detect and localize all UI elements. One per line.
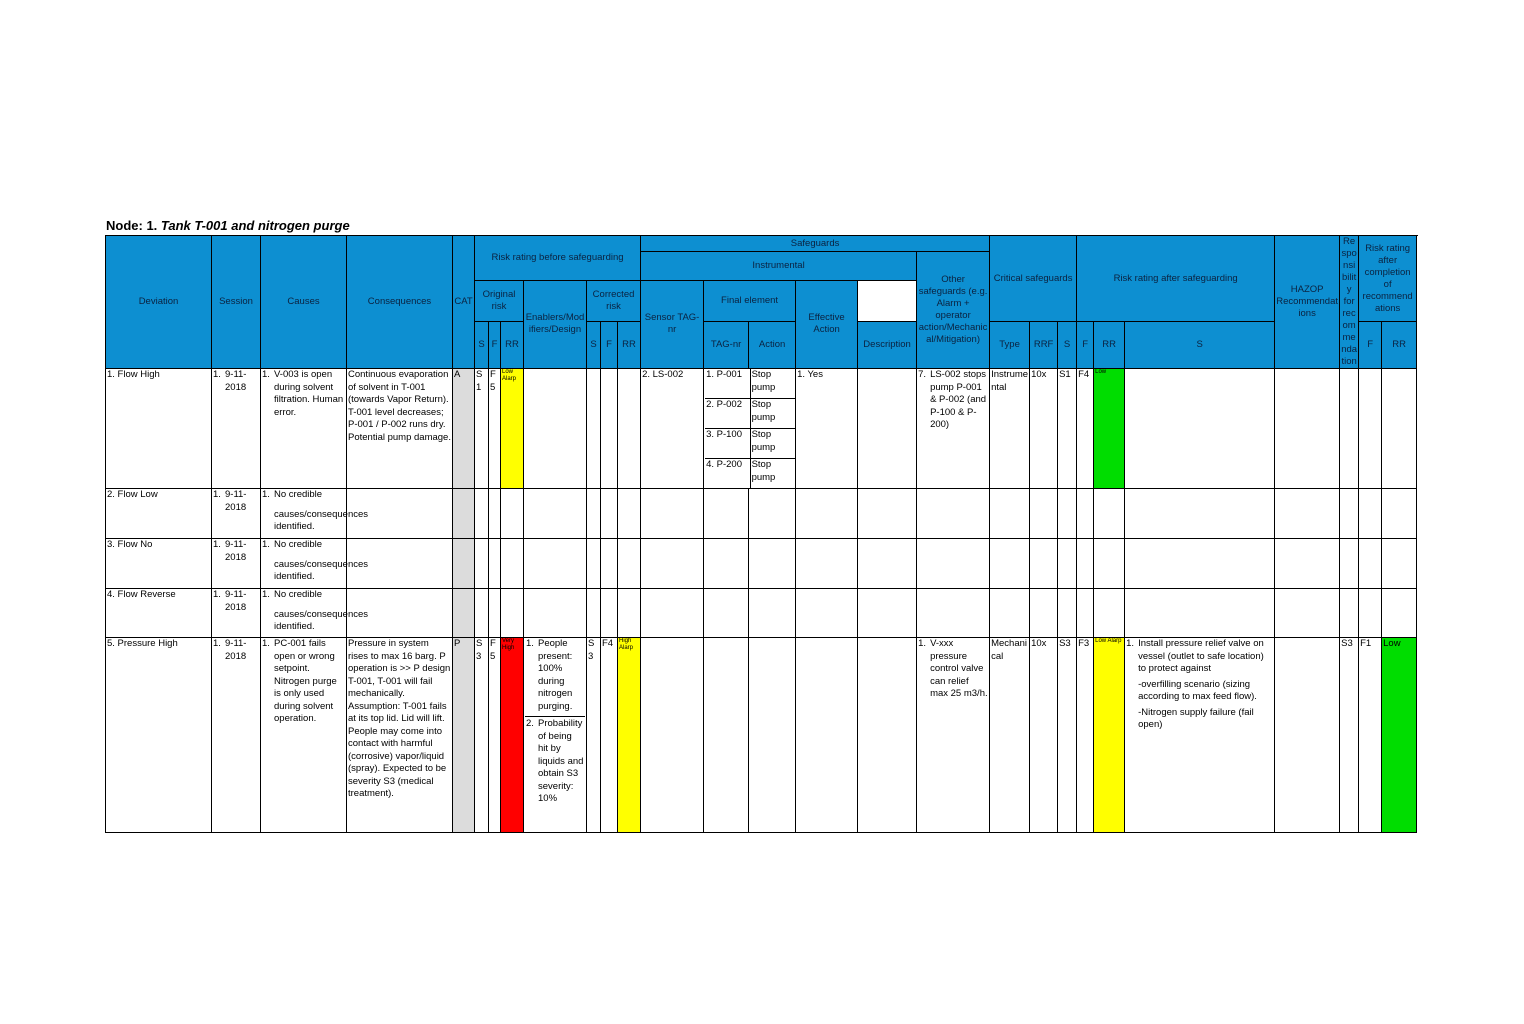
header-after-rr: RR	[1094, 322, 1125, 369]
final-rr-cell: Low	[1382, 638, 1417, 833]
header-corrected-risk: Corrected risk	[587, 280, 641, 322]
effective-action-cell: 1. Yes	[796, 369, 858, 489]
session-cell: 1. 9-11-2018	[212, 369, 261, 489]
table-row	[106, 589, 1417, 638]
responsibility-cell	[1275, 638, 1340, 833]
consequence-cell: Continuous evaporation of solvent in T-001 (towards Vapor Return). T-001 level decreases; P-001 / P-002 runs dry. Potential pump damage.	[347, 369, 453, 489]
recommendation-cell: 1. Install pressure relief valve on vessel (outlet to safe location) to protect against -overfilling scenario (sizing according to max feed flow). -Nitrogen supply failure (fail open)	[1125, 638, 1275, 833]
final-f-cell: F1	[1359, 638, 1382, 833]
header-risk-after-safeguarding: Risk rating after safeguarding	[1077, 236, 1275, 322]
enablers-cell	[524, 369, 587, 489]
header-original-risk: Original risk	[475, 280, 524, 322]
header-risk-before: Risk rating before safeguarding	[475, 236, 641, 281]
corr-rr-cell: High Alarp	[618, 638, 641, 833]
corr-s-cell	[587, 369, 601, 489]
final-element-list: 1. P-001 Stop pump 2. P-002 Stop pump 3. P-100 Stop pump 4. P-200 Stop pump	[705, 369, 797, 488]
other-safeguards-cell	[858, 369, 917, 489]
header-critical-safeguards: Critical safeguards	[990, 236, 1077, 322]
header-instrumental: Instrumental	[641, 252, 917, 281]
after-rr-cell: Low Alarp	[1094, 638, 1125, 833]
header-consequences: Consequences	[347, 236, 453, 369]
header-tag-nr: TAG-nr	[704, 322, 749, 369]
critical-rrf-cell: 10x	[1030, 638, 1058, 833]
header-hazop-recommendations: HAZOP Recommendations	[1275, 236, 1340, 369]
header-corr-s: S	[587, 322, 601, 369]
cause-cell: 1. No credible causes/consequences identified.	[261, 539, 347, 589]
header-rrf: RRF	[1030, 322, 1058, 369]
deviation-cell: 2. Flow Low	[106, 489, 212, 539]
session-cell: 1. 9-11-2018	[212, 638, 261, 833]
header-safeguards: Safeguards	[641, 236, 990, 252]
header-corr-rr: RR	[618, 322, 641, 369]
orig-f-cell: F5	[489, 369, 501, 489]
responsibility-cell	[1275, 369, 1340, 489]
after-s-cell: S3	[1058, 638, 1077, 833]
corr-rr-cell	[618, 369, 641, 489]
table-row	[106, 489, 1417, 539]
orig-rr-cell: Low Alarp	[501, 369, 524, 489]
recommendation-item: -Nitrogen supply failure (fail open)	[1138, 706, 1254, 730]
critical-rrf-cell: 10x	[1030, 369, 1058, 489]
deviation-cell: 4. Flow Reverse	[106, 589, 212, 638]
deviation-cell: 5. Pressure High	[106, 638, 212, 833]
cat-cell: P	[453, 638, 475, 833]
table-row	[106, 638, 1417, 833]
orig-s-cell: S3	[475, 638, 489, 833]
critical-description-cell: 7. LS-002 stops pump P-001 & P-002 (and P-100 & P-200)	[917, 369, 990, 489]
critical-description-cell: 1. V-xxx pressure control valve can relief max 25 m3/h.	[917, 638, 990, 833]
cause-cell: 1. V-003 is open during solvent filtration. Human error.	[261, 369, 347, 489]
header-other-safeguards: Other safeguards (e.g. Alarm + operator action/Mechanical/Mitigation)	[917, 252, 990, 369]
corr-f-cell	[601, 369, 618, 489]
header-corr-f: F	[601, 322, 618, 369]
recommendation-cell	[1125, 369, 1275, 489]
header-after-s: S	[1058, 322, 1077, 369]
orig-f-cell: F5	[489, 638, 501, 833]
final-element-cell	[704, 369, 796, 489]
cause-cell: 1. No credible causes/consequences identified.	[261, 589, 347, 638]
final-s-cell: S3	[1340, 638, 1359, 833]
header-sensor-tag: Sensor TAG-nr	[641, 280, 704, 369]
header-orig-f: F	[489, 322, 501, 369]
corr-f-cell: F4	[601, 638, 618, 833]
consequence-cell: Pressure in system rises to max 16 barg. P operation is >> P design T-001, T-001 will fail mechanically. Assumption: T-001 fails at its top lid. Lid will lift. People may come into contact with harmful (corrosive) vapor/liquid (spray). Expected to be severity S3 (medical treatment).	[347, 638, 453, 833]
sensor-cell: 2. LS-002	[641, 369, 704, 489]
header-effective-action: Effective Action	[796, 280, 858, 369]
orig-s-cell: S1	[475, 369, 489, 489]
header-session: Session	[212, 236, 261, 369]
corr-s-cell: S3	[587, 638, 601, 833]
cause-cell: 1. PC-001 fails open or wrong setpoint. Nitrogen purge is only used during solvent operation.	[261, 638, 347, 833]
cat-cell: A	[453, 369, 475, 489]
header-action: Action	[749, 322, 796, 369]
deviation-cell: 3. Flow No	[106, 539, 212, 589]
after-f-cell: F3	[1077, 638, 1094, 833]
table-row	[106, 369, 1417, 489]
critical-type-cell: Mechanical	[990, 638, 1030, 833]
header-deviation: Deviation	[106, 236, 212, 369]
header-enablers: Enablers/Modifiers/Design	[524, 280, 587, 369]
header-final-s: S	[1125, 322, 1275, 369]
node-title: Node: 1. Tank T-001 and nitrogen purge	[106, 218, 350, 233]
hazop-table	[105, 235, 1417, 833]
header-risk-after-completion: Risk rating after completion of recommendations	[1359, 236, 1417, 322]
session-cell: 1. 9-11-2018	[212, 589, 261, 638]
deviation-cell: 1. Flow High	[106, 369, 212, 489]
final-s-cell	[1340, 369, 1359, 489]
header-description: Description	[858, 322, 917, 369]
final-rr-cell	[1382, 369, 1417, 489]
recommendation-item: -overfilling scenario (sizing according to max feed flow).	[1138, 678, 1257, 702]
header-final-element: Final element	[704, 280, 796, 322]
header-orig-rr: RR	[501, 322, 524, 369]
header-after-f: F	[1077, 322, 1094, 369]
table-row	[106, 539, 1417, 589]
header-responsibility: Responsibility for recommendation	[1341, 236, 1358, 367]
header-causes: Causes	[261, 236, 347, 369]
critical-type-cell: Instrumental	[990, 369, 1030, 489]
header-cat: CAT	[453, 236, 475, 369]
orig-rr-cell: Very High	[501, 638, 524, 833]
session-cell: 1. 9-11-2018	[212, 489, 261, 539]
after-s-cell: S1	[1058, 369, 1077, 489]
header-final-f: F	[1359, 322, 1382, 369]
header-orig-s: S	[475, 322, 489, 369]
after-rr-cell: Low	[1094, 369, 1125, 489]
session-cell: 1. 9-11-2018	[212, 539, 261, 589]
enablers-cell: 1. People present: 100% during nitrogen purging. 2. Probability of being hit by liquids and obtain S3 severity: 10%	[524, 638, 587, 833]
final-f-cell	[1359, 369, 1382, 489]
cause-cell: 1. No credible causes/consequences identified.	[261, 489, 347, 539]
after-f-cell: F4	[1077, 369, 1094, 489]
header-final-rr: RR	[1382, 322, 1417, 369]
header-type: Type	[990, 322, 1030, 369]
